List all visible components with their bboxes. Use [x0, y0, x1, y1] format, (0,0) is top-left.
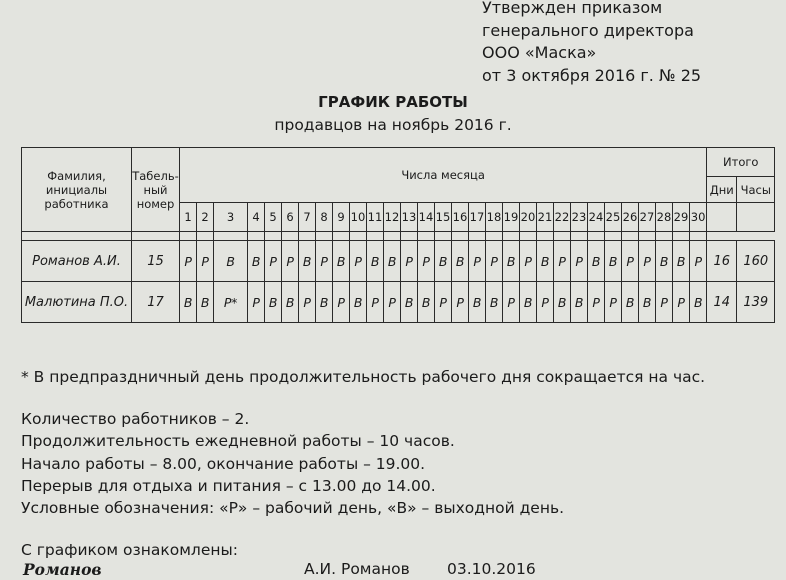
- day-mark-cell: Р: [299, 282, 316, 323]
- spacer-cell: [248, 232, 265, 241]
- signature-row: [21, 560, 781, 580]
- employee-tab-number: 17: [132, 282, 180, 323]
- schedule-table: [21, 147, 775, 323]
- approval-stamp: [482, 0, 701, 87]
- info-line: Перерыв для отдыха и питания – с 13.00 до 14.00.: [21, 476, 436, 495]
- day-mark-cell: В: [656, 241, 673, 282]
- spacer-cell: [435, 232, 452, 241]
- day-number-cell: 18: [486, 203, 503, 232]
- day-mark-cell: Р: [180, 241, 197, 282]
- header-days-blank: [707, 203, 737, 232]
- spacer-cell: [656, 232, 673, 241]
- info-line: Начало работы – 8.00, окончание работы – 19.00.: [21, 454, 426, 473]
- spacer-cell: [350, 232, 367, 241]
- approval-line: генерального директора: [482, 20, 694, 40]
- day-mark-cell: В: [282, 282, 299, 323]
- spacer-cell: [554, 232, 571, 241]
- day-mark-cell: Р: [656, 282, 673, 323]
- spacer-cell: [690, 232, 707, 241]
- document-title: ГРАФИК РАБОТЫ: [318, 93, 468, 111]
- day-mark-cell: Р: [282, 241, 299, 282]
- footnote: * В предпраздничный день продолжительность рабочего дня сокращается на час.: [21, 368, 706, 386]
- handwritten-signature: Романов: [23, 560, 102, 579]
- day-mark-cell: Р: [197, 241, 214, 282]
- header-total: Итого: [707, 148, 775, 177]
- day-mark-cell: В: [469, 282, 486, 323]
- day-mark-cell: Р: [316, 241, 333, 282]
- day-mark-cell: В: [486, 282, 503, 323]
- day-number-cell: 20: [520, 203, 537, 232]
- spacer-cell: [22, 232, 132, 241]
- day-mark-cell: В: [316, 282, 333, 323]
- day-mark-cell: Р*: [214, 282, 248, 323]
- day-mark-cell: Р: [384, 282, 401, 323]
- spacer-cell: [418, 232, 435, 241]
- day-mark-cell: В: [520, 282, 537, 323]
- day-mark-cell: Р: [401, 241, 418, 282]
- day-mark-cell: Р: [367, 282, 384, 323]
- document-subtitle: продавцов на ноябрь 2016 г.: [274, 116, 512, 134]
- spacer-cell: [367, 232, 384, 241]
- day-mark-cell: В: [537, 241, 554, 282]
- day-mark-cell: Р: [486, 241, 503, 282]
- spacer-cell: [520, 232, 537, 241]
- table-row: [22, 241, 775, 282]
- day-number-cell: 5: [265, 203, 282, 232]
- day-number-cell: 23: [571, 203, 588, 232]
- day-number-cell: 22: [554, 203, 571, 232]
- day-mark-cell: В: [384, 241, 401, 282]
- day-mark-cell: Р: [435, 282, 452, 323]
- day-number-cell: 28: [656, 203, 673, 232]
- day-mark-cell: Р: [248, 282, 265, 323]
- spacer-cell: [486, 232, 503, 241]
- spacer-cell: [265, 232, 282, 241]
- day-number-cell: 17: [469, 203, 486, 232]
- header-days: Дни: [707, 177, 737, 203]
- day-mark-cell: В: [299, 241, 316, 282]
- day-mark-cell: В: [690, 282, 707, 323]
- day-mark-cell: В: [639, 282, 656, 323]
- day-mark-cell: Р: [418, 241, 435, 282]
- schedule-info: [21, 408, 564, 519]
- day-number-cell: 21: [537, 203, 554, 232]
- day-mark-cell: В: [588, 241, 605, 282]
- employee-tab-number: 15: [132, 241, 180, 282]
- day-mark-cell: В: [503, 241, 520, 282]
- spacer-cell: [537, 232, 554, 241]
- day-mark-cell: Р: [571, 241, 588, 282]
- approval-line: ООО «Маска»: [482, 43, 597, 62]
- spacer-cell: [316, 232, 333, 241]
- day-mark-cell: Р: [333, 282, 350, 323]
- employee-days: 14: [707, 282, 737, 323]
- day-number-cell: 2: [197, 203, 214, 232]
- spacer-cell: [214, 232, 248, 241]
- day-number-cell: 6: [282, 203, 299, 232]
- day-number-cell: 12: [384, 203, 401, 232]
- day-number-cell: 15: [435, 203, 452, 232]
- day-mark-cell: В: [622, 282, 639, 323]
- employee-days: 16: [707, 241, 737, 282]
- day-mark-cell: В: [435, 241, 452, 282]
- spacer-cell: [180, 232, 197, 241]
- info-line: Количество работников – 2.: [21, 410, 250, 428]
- day-mark-cell: Р: [350, 241, 367, 282]
- day-number-cell: 4: [248, 203, 265, 232]
- day-number-cell: 25: [605, 203, 622, 232]
- table-row: [22, 282, 775, 323]
- day-number-cell: 14: [418, 203, 435, 232]
- spacer-cell: [503, 232, 520, 241]
- day-mark-cell: В: [452, 241, 469, 282]
- day-mark-cell: В: [333, 241, 350, 282]
- spacer-cell: [622, 232, 639, 241]
- day-mark-cell: Р: [537, 282, 554, 323]
- header-tab-number: Табель-ный номер: [132, 148, 180, 232]
- header-hours: Часы: [737, 177, 775, 203]
- day-mark-cell: Р: [469, 241, 486, 282]
- spacer-cell: [132, 232, 180, 241]
- approval-line: Утвержден приказом: [482, 0, 663, 17]
- day-mark-cell: Р: [622, 241, 639, 282]
- info-line: Условные обозначения: «Р» – рабочий день, «В» – выходной день.: [21, 499, 565, 518]
- day-number-cell: 10: [350, 203, 367, 232]
- day-mark-cell: Р: [503, 282, 520, 323]
- day-mark-cell: Р: [554, 241, 571, 282]
- signer-name: А.И. Романов: [304, 560, 410, 578]
- spacer-cell: [571, 232, 588, 241]
- day-mark-cell: В: [197, 282, 214, 323]
- day-mark-cell: В: [248, 241, 265, 282]
- day-number-cell: 1: [180, 203, 197, 232]
- day-mark-cell: Р: [673, 282, 690, 323]
- approval-line: от 3 октября 2016 г. № 25: [482, 65, 702, 85]
- header-hours-blank: [737, 203, 775, 232]
- day-number-cell: 19: [503, 203, 520, 232]
- day-number-cell: 11: [367, 203, 384, 232]
- day-number-cell: 24: [588, 203, 605, 232]
- day-number-cell: 26: [622, 203, 639, 232]
- day-number-cell: 30: [690, 203, 707, 232]
- day-number-cell: 9: [333, 203, 350, 232]
- day-mark-cell: В: [214, 241, 248, 282]
- day-mark-cell: В: [265, 282, 282, 323]
- employee-name: Романов А.И.: [22, 241, 132, 282]
- day-mark-cell: Р: [520, 241, 537, 282]
- header-name: Фамилия, инициалы работника: [22, 148, 132, 232]
- spacer-cell: [299, 232, 316, 241]
- signature-date: 03.10.2016: [447, 560, 536, 578]
- info-line: Продолжительность ежедневной работы – 10 часов.: [21, 432, 455, 451]
- day-number-cell: 13: [401, 203, 418, 232]
- spacer-cell: [639, 232, 656, 241]
- employee-hours: 139: [737, 282, 775, 323]
- header-month-days: Числа месяца: [180, 148, 707, 203]
- day-number-cell: 7: [299, 203, 316, 232]
- day-mark-cell: В: [401, 282, 418, 323]
- day-mark-cell: В: [605, 241, 622, 282]
- employee-name: Малютина П.О.: [22, 282, 132, 323]
- day-mark-cell: В: [554, 282, 571, 323]
- spacer-cell: [282, 232, 299, 241]
- day-number-cell: 3: [214, 203, 248, 232]
- spacer-cell: [401, 232, 418, 241]
- spacer-cell: [673, 232, 690, 241]
- day-mark-cell: В: [367, 241, 384, 282]
- employee-hours: 160: [737, 241, 775, 282]
- spacer-cell: [588, 232, 605, 241]
- spacer-cell: [469, 232, 486, 241]
- spacer-cell: [452, 232, 469, 241]
- day-mark-cell: Р: [265, 241, 282, 282]
- day-mark-cell: Р: [639, 241, 656, 282]
- day-mark-cell: В: [673, 241, 690, 282]
- day-number-cell: 8: [316, 203, 333, 232]
- day-number-cell: 27: [639, 203, 656, 232]
- day-mark-cell: Р: [690, 241, 707, 282]
- spacer-cell: [605, 232, 622, 241]
- spacer-cell: [197, 232, 214, 241]
- spacer-cell: [333, 232, 350, 241]
- day-mark-cell: В: [180, 282, 197, 323]
- day-number-cell: 29: [673, 203, 690, 232]
- spacer-cell: [384, 232, 401, 241]
- acknowledgement-label: С графиком ознакомлены:: [21, 541, 238, 559]
- day-mark-cell: Р: [588, 282, 605, 323]
- day-mark-cell: В: [571, 282, 588, 323]
- day-mark-cell: В: [350, 282, 367, 323]
- day-mark-cell: В: [418, 282, 435, 323]
- day-number-cell: 16: [452, 203, 469, 232]
- day-mark-cell: Р: [605, 282, 622, 323]
- day-mark-cell: Р: [452, 282, 469, 323]
